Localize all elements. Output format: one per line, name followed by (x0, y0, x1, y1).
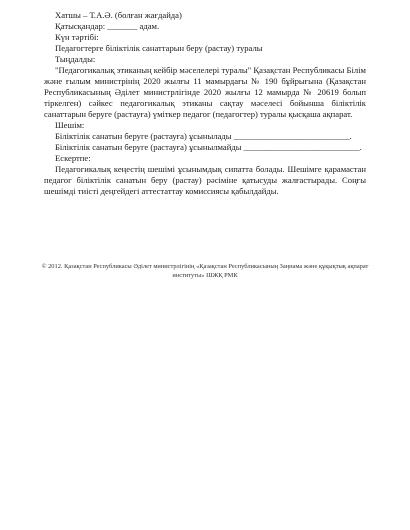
secretary-line: Хатшы – Т.А.Ә. (болған жағдайда) (55, 10, 182, 20)
note-heading: Ескертпе: (55, 153, 91, 163)
decision-recommended: Біліктілік санатын беруге (растауға) ұсынылады ___________________________. (55, 131, 352, 141)
decision-not-recommended: Біліктілік санатын беруге (растауға) ұсынылмайды ___________________________. (55, 142, 362, 152)
note-paragraph: Педагогикалық кеңестің шешімі ұсынымдық сипатта болады. Шешімге қарамастан педагог біліктілік санатын беру (растау) рәсіміне қатысуды жалғастырады. Соңғы шешімді тиісті деңгейдегі аттестаттау комиссиясы қабылдайды. (44, 164, 366, 196)
document-body (44, 10, 366, 197)
heard-paragraph: "Педагогикалық этиканың кейбір мәселелері туралы" Қазақстан Республикасы Білім және ғылым министрінің 2020 жылғы 11 мамырдағы № 190 бұйрығына (Қазақстан Республикасының Әділет министрлігінде 2020 жылғы 12 мамырда № 20619 болып тіркелген) сәйкес педагогикалық этиканы сақтау мәселесі бойынша біліктілік санаттарын беруге (растауға) үміткер педагог (педагогтер) туралы қысқаша ақпарат. (44, 65, 366, 119)
agenda-item: Педагогтерге біліктілік санаттарын беру (растау) туралы (55, 43, 263, 53)
agenda-heading: Күн тәртібі: (55, 32, 99, 42)
participants-line: Қатысқандар: _______ адам. (55, 21, 160, 31)
copyright-footer: © 2012. Қазақстан Республикасы Әділет министрлігінің «Қазақстан Республикасының Заңнама және құқықтық ақпарат институты» ШЖҚ РМК (41, 263, 369, 279)
decision-heading: Шешім: (55, 120, 85, 130)
heard-heading: Тыңдалды: (55, 54, 96, 64)
